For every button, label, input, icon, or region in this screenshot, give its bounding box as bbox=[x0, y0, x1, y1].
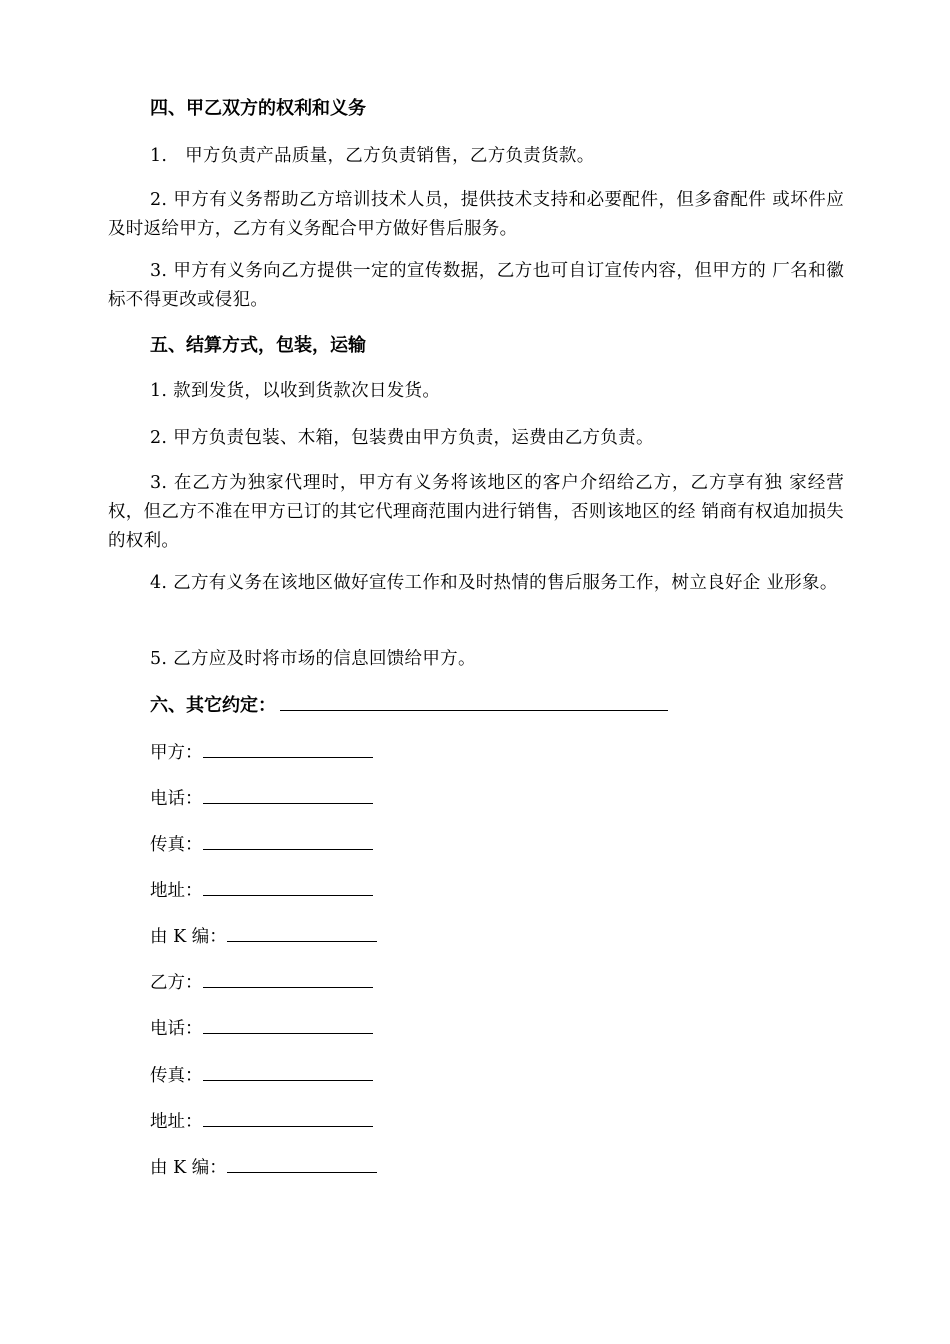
section-5-item-1: 1. 款到发货，以收到货款次日发货。 bbox=[150, 381, 441, 401]
section-5-item-3: 3. 在乙方为独家代理时，甲方有义务将该地区的客户介绍给乙方，乙方享有独 家经营权，但乙方不准在甲方已订的其它代理商范围内进行销售，否则该地区的经 销商有权追加损失的权利。 bbox=[108, 473, 844, 551]
party-a-name-label: 甲方： bbox=[150, 743, 203, 763]
party-a-name-field bbox=[150, 739, 373, 766]
party-a-fax-label: 传真： bbox=[150, 835, 203, 855]
party-a-phone-blank[interactable] bbox=[203, 785, 373, 804]
section-4-item-2: 2. 甲方有义务帮助乙方培训技术人员，提供技术支持和必要配件，但多畲配件 或坏件应及时返给甲方，乙方有义务配合甲方做好售后服务。 bbox=[108, 190, 844, 239]
party-b-phone-label: 电话： bbox=[150, 1019, 203, 1039]
party-a-address-field bbox=[150, 877, 373, 904]
party-a-phone-label: 电话： bbox=[150, 789, 203, 809]
party-a-fax-field bbox=[150, 831, 373, 858]
party-b-phone-field bbox=[150, 1015, 373, 1042]
party-a-postcode-field bbox=[150, 923, 377, 950]
party-b-address-blank[interactable] bbox=[203, 1108, 373, 1127]
party-b-fax-field bbox=[150, 1062, 373, 1089]
party-a-fax-blank[interactable] bbox=[203, 831, 373, 850]
section-5-item-4: 4. 乙方有义务在该地区做好宣传工作和及时热情的售后服务工作，树立良好企 业形象。 bbox=[150, 573, 838, 593]
section-6-heading bbox=[150, 692, 668, 719]
party-b-postcode-blank[interactable] bbox=[227, 1154, 377, 1173]
section-5-heading: 五、结算方式，包装，运输 bbox=[150, 335, 366, 356]
party-b-address-field bbox=[150, 1108, 373, 1135]
section-4-item-1: 1. 甲方负责产品质量，乙方负责销售，乙方负责货款。 bbox=[150, 146, 595, 166]
party-b-address-label: 地址： bbox=[150, 1112, 203, 1132]
party-b-postcode-field bbox=[150, 1154, 377, 1181]
party-a-address-blank[interactable] bbox=[203, 877, 373, 896]
section-4-item-3: 3. 甲方有义务向乙方提供一定的宣传数据，乙方也可自订宣传内容，但甲方的 厂名和徽标不得更改或侵犯。 bbox=[108, 261, 844, 310]
party-a-postcode-label: 由 K 编： bbox=[150, 927, 227, 947]
section-5-item-2: 2. 甲方负责包装、木箱，包装费由甲方负责，运费由乙方负责。 bbox=[150, 428, 654, 448]
party-b-name-field bbox=[150, 969, 373, 996]
party-a-phone-field bbox=[150, 785, 373, 812]
other-terms-blank[interactable] bbox=[280, 692, 668, 711]
party-a-postcode-blank[interactable] bbox=[227, 923, 377, 942]
section-4-heading: 四、甲乙双方的权利和义务 bbox=[150, 98, 366, 119]
party-b-postcode-label: 由 K 编： bbox=[150, 1158, 227, 1178]
party-b-name-blank[interactable] bbox=[203, 969, 373, 988]
party-a-address-label: 地址： bbox=[150, 881, 203, 901]
party-a-name-blank[interactable] bbox=[203, 739, 373, 758]
party-b-fax-blank[interactable] bbox=[203, 1062, 373, 1081]
party-b-phone-blank[interactable] bbox=[203, 1015, 373, 1034]
party-b-name-label: 乙方： bbox=[150, 973, 203, 993]
section-6-label: 六、其它约定： bbox=[150, 695, 276, 716]
party-b-fax-label: 传真： bbox=[150, 1066, 203, 1086]
section-5-item-5: 5. 乙方应及时将市场的信息回馈给甲方。 bbox=[150, 649, 476, 669]
